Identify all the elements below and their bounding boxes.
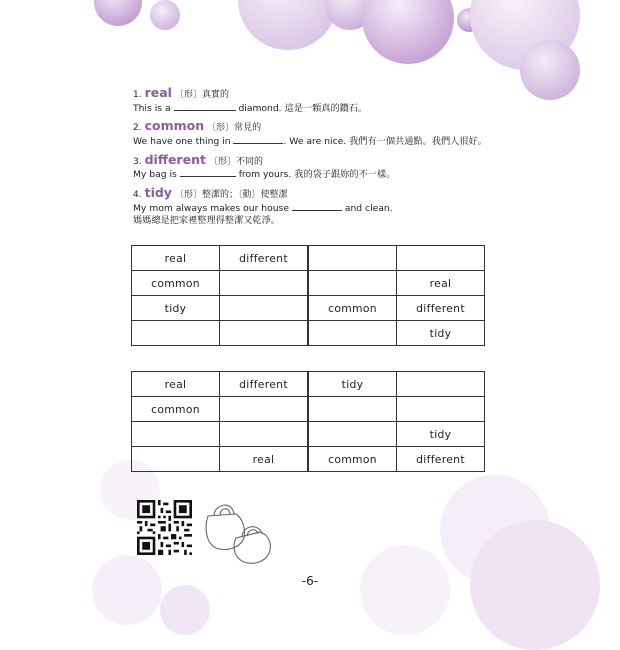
sentence-end: from yours. 我的袋子跟妳的不一樣。 <box>238 169 396 181</box>
answer-blank[interactable] <box>174 102 236 111</box>
grid-cell[interactable] <box>132 321 220 346</box>
grid-cell[interactable] <box>308 397 397 422</box>
answer-blank[interactable] <box>233 135 283 144</box>
grid-row <box>132 321 485 346</box>
bubble-decoration <box>150 0 180 30</box>
grid-cell[interactable] <box>308 321 397 346</box>
entry-number: 2. <box>133 123 142 134</box>
bubble-decoration <box>520 40 580 100</box>
example-sentence <box>133 135 513 148</box>
grid-row <box>132 372 485 397</box>
grid-cell[interactable]: common <box>308 447 397 472</box>
entry-gloss: 〔形〕常見的 <box>207 123 262 134</box>
sentence-start: We have one thing in <box>133 136 231 148</box>
vocab-entry-different <box>133 152 513 182</box>
grid-cell[interactable] <box>397 372 485 397</box>
bubble-decoration <box>238 0 338 50</box>
bubble-decoration <box>360 545 450 635</box>
sentence-end: diamond. 這是一顆真的鑽石。 <box>238 102 368 114</box>
grid-cell[interactable]: real <box>132 372 220 397</box>
entry-gloss: 〔形〕真實的 <box>174 90 229 100</box>
grid-cell[interactable]: different <box>220 372 309 397</box>
grid-row <box>132 422 485 447</box>
grid-cell[interactable] <box>220 397 309 422</box>
bags-illustration <box>200 488 280 568</box>
sentence-start: This is a <box>133 102 171 114</box>
example-sentence <box>133 102 513 115</box>
grid-cell[interactable]: different <box>397 296 485 321</box>
answer-blank[interactable] <box>292 202 342 211</box>
grid-cell[interactable]: common <box>132 271 220 296</box>
word-grid-2 <box>131 371 485 472</box>
sentence-end: . We are nice. 我們有一個共通點。我們人很好。 <box>283 136 487 148</box>
grid-row <box>132 447 485 472</box>
grid-cell[interactable] <box>220 422 309 447</box>
grid-row <box>132 271 485 296</box>
bubble-decoration <box>94 0 142 26</box>
grid-cell[interactable] <box>132 447 220 472</box>
example-sentence <box>133 168 513 181</box>
word-grid-1 <box>131 245 485 346</box>
grid-cell[interactable]: real <box>132 246 220 271</box>
grid-cell[interactable] <box>308 422 397 447</box>
entry-number: 4. <box>133 189 142 200</box>
grid-cell[interactable] <box>308 246 397 271</box>
entry-gloss: 〔形〕整潔的；〔動〕使整潔 <box>174 189 288 200</box>
grid-cell[interactable]: tidy <box>308 372 397 397</box>
grid-row <box>132 296 485 321</box>
bubble-decoration <box>92 555 162 625</box>
grid-cell[interactable] <box>220 271 309 296</box>
entry-number: 1. <box>133 90 142 100</box>
grid-cell[interactable] <box>220 296 309 321</box>
entry-word: different <box>144 151 206 167</box>
sentence-translation: 媽媽總是把家裡整理得整潔又乾淨。 <box>133 215 280 227</box>
entry-word: common <box>144 118 205 134</box>
vocab-entry-common <box>133 118 513 148</box>
entry-word: real <box>144 85 172 100</box>
grid-cell[interactable] <box>220 321 309 346</box>
sentence-start: My mom always makes our house <box>133 202 289 214</box>
example-sentence <box>133 202 513 215</box>
entry-word: tidy <box>144 184 172 200</box>
grid-row <box>132 397 485 422</box>
entry-number: 3. <box>133 156 142 167</box>
grid-cell[interactable]: tidy <box>397 321 485 346</box>
grid-cell[interactable]: tidy <box>397 422 485 447</box>
grid-cell[interactable]: common <box>308 296 397 321</box>
grid-row <box>132 246 485 271</box>
grid-cell[interactable] <box>308 271 397 296</box>
grid-cell[interactable]: tidy <box>132 296 220 321</box>
grid-cell[interactable] <box>132 422 220 447</box>
vocab-entry-real <box>133 85 513 115</box>
grid-cell[interactable]: real <box>220 447 309 472</box>
grid-cell[interactable]: real <box>397 271 485 296</box>
grid-cell[interactable]: common <box>132 397 220 422</box>
sentence-start: My bag is <box>133 169 177 181</box>
bubble-decoration <box>160 585 210 635</box>
entry-gloss: 〔形〕不同的 <box>208 156 263 167</box>
grid-cell[interactable] <box>397 397 485 422</box>
page-number: -6- <box>301 574 319 588</box>
vocabulary-list <box>133 85 513 231</box>
grid-cell[interactable]: different <box>220 246 309 271</box>
answer-blank[interactable] <box>180 168 236 177</box>
bubble-decoration <box>362 0 454 64</box>
vocab-entry-tidy <box>133 185 513 228</box>
sentence-end: and clean. <box>344 202 393 214</box>
grid-cell[interactable]: different <box>397 447 485 472</box>
grid-cell[interactable] <box>397 246 485 271</box>
qr-code[interactable] <box>137 500 192 555</box>
